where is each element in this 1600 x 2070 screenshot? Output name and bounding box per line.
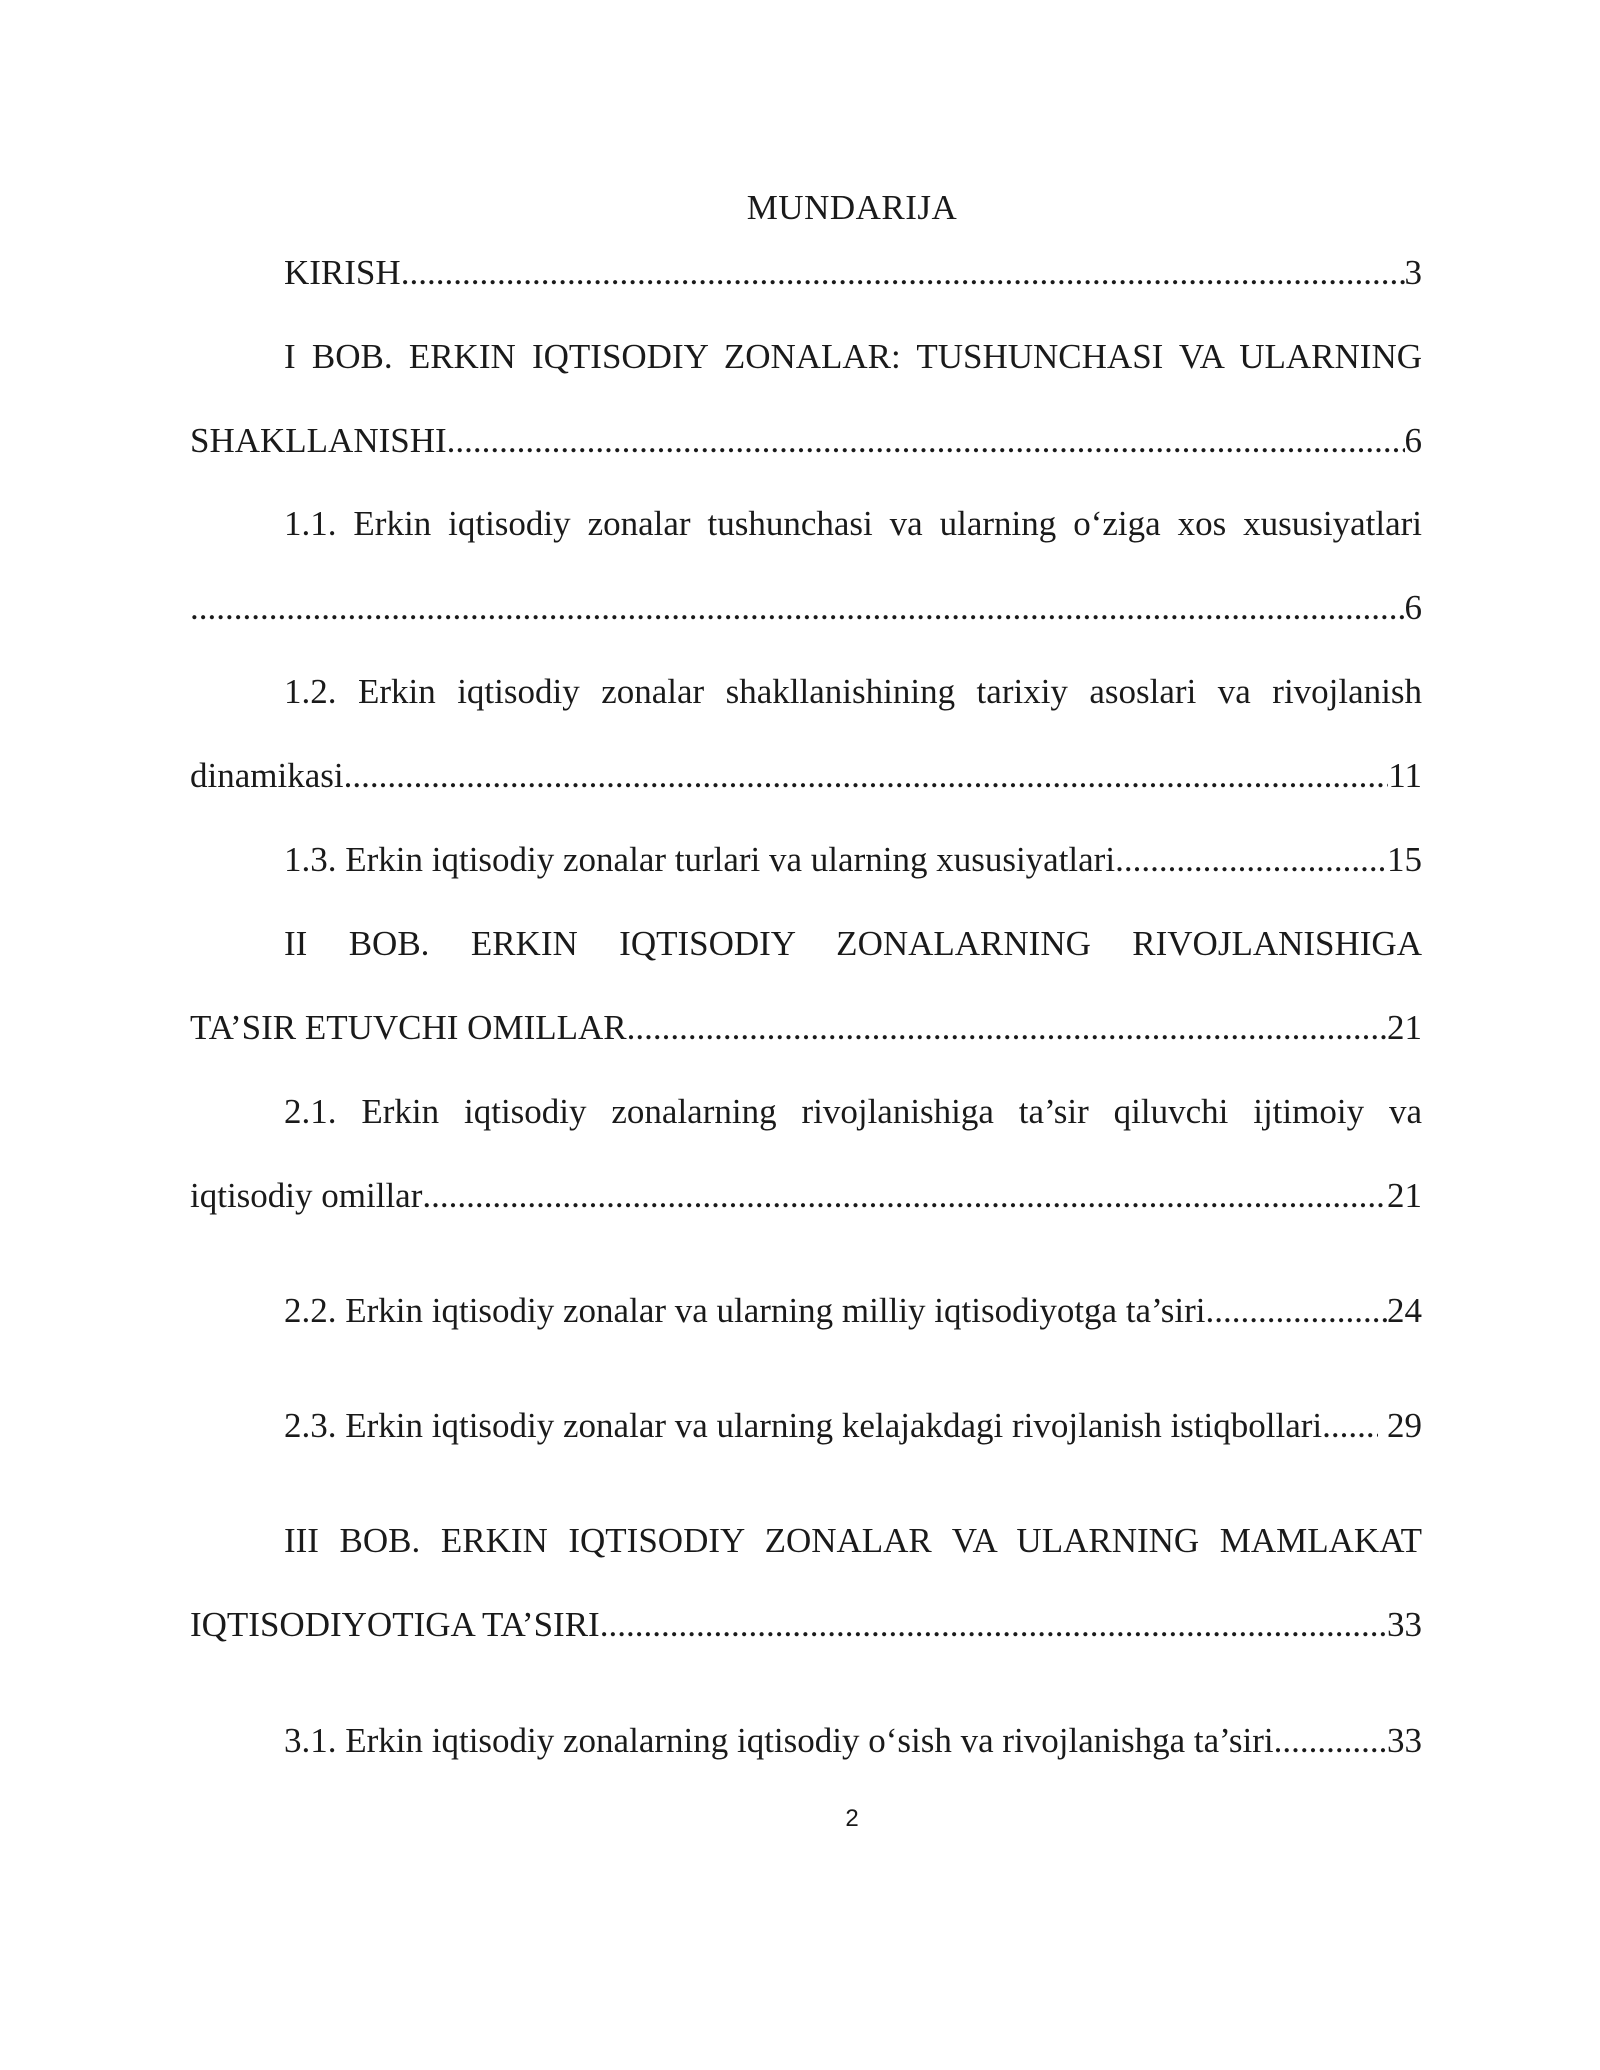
toc-page-number: 3 (1404, 253, 1422, 292)
toc-entry-2-3[interactable] (190, 1405, 1422, 1447)
toc-entry-text: 1.3. Erkin iqtisodiy zonalar turlari va ularning xususiyatlari (284, 840, 1116, 879)
toc-entry-text: KIRISH (284, 253, 401, 292)
toc-entry-text: SHAKLLANISHI (190, 421, 447, 460)
toc-leader-dots (401, 252, 1405, 294)
toc-entry-text: 2.1. Erkin iqtisodiy zonalarning rivojlanishiga ta’sir qiluvchi ijtimoiy va (284, 1092, 1422, 1131)
toc-entry-text: 3.1. Erkin iqtisodiy zonalarning iqtisodiy o‘sish va rivojlanishga ta’siri (284, 1721, 1274, 1760)
toc-leader-dots (447, 420, 1405, 462)
toc-entry-2-2[interactable] (190, 1290, 1422, 1332)
toc-leader-dots (627, 1007, 1387, 1049)
toc-page-number: 29 (1387, 1406, 1422, 1445)
toc-entry-3-1[interactable] (190, 1720, 1422, 1762)
toc-page-number: 21 (1387, 1176, 1422, 1215)
toc-page-number: 33 (1387, 1721, 1422, 1760)
toc-leader-dots (422, 1175, 1387, 1217)
toc-page-number: 24 (1387, 1291, 1422, 1330)
toc-entry-1-2-cont[interactable] (190, 755, 1422, 797)
toc-page-number: 33 (1387, 1605, 1422, 1644)
toc-title: MUNDARIJA (746, 188, 958, 227)
toc-leader-dots (1322, 1405, 1378, 1447)
toc-leader-dots (1206, 1290, 1387, 1332)
toc-entry-text: 1.1. Erkin iqtisodiy zonalar tushunchasi va ularning o‘ziga xos xususiyatlari (284, 504, 1422, 543)
toc-leader-dots (600, 1604, 1387, 1646)
toc-entry-text: II BOB. ERKIN IQTISODIY ZONALARNING RIVOJLANISHIGA (284, 924, 1422, 963)
toc-entry-1-1[interactable] (190, 503, 1422, 545)
toc-leader-dots (1115, 839, 1387, 881)
toc-page-number: 15 (1387, 840, 1422, 879)
page-number: 2 (845, 1805, 859, 1832)
toc-page-number: 6 (1404, 588, 1422, 627)
toc-page-number: 6 (1404, 421, 1422, 460)
toc-entry-text: I BOB. ERKIN IQTISODIY ZONALAR: TUSHUNCHASI VA ULARNING (284, 337, 1422, 376)
toc-leader-dots (344, 755, 1389, 797)
toc-entry-text: 2.3. Erkin iqtisodiy zonalar va ularning kelajakdagi rivojlanish istiqbollari (284, 1406, 1323, 1445)
toc-entry-kirish[interactable] (190, 252, 1422, 294)
toc-entry-text: 2.2. Erkin iqtisodiy zonalar va ularning milliy iqtisodiyotga ta’siri (284, 1291, 1206, 1330)
toc-entry-2-1[interactable] (190, 1091, 1422, 1133)
toc-entry-chapter-3[interactable] (190, 1520, 1422, 1562)
toc-entry-2-1-cont[interactable] (190, 1175, 1422, 1217)
toc-leader-dots (190, 587, 1405, 629)
toc-entry-chapter-2-cont[interactable] (190, 1007, 1422, 1049)
toc-entry-text: III BOB. ERKIN IQTISODIY ZONALAR VA ULARNING MAMLAKAT (284, 1521, 1422, 1560)
toc-entry-1-1-cont[interactable] (190, 587, 1422, 629)
toc-entry-chapter-3-cont[interactable] (190, 1604, 1422, 1646)
toc-entry-text: IQTISODIYOTIGA TA’SIRI (190, 1605, 600, 1644)
toc-entry-text: iqtisodiy omillar (190, 1176, 423, 1215)
toc-entry-1-3[interactable] (190, 839, 1422, 881)
toc-entry-text: dinamikasi (190, 756, 344, 795)
toc-entry-chapter-1-cont[interactable] (190, 420, 1422, 462)
toc-entry-chapter-2[interactable] (190, 923, 1422, 965)
toc-page-number: 21 (1387, 1008, 1422, 1047)
toc-page-number: 11 (1388, 756, 1422, 795)
toc-leader-dots (1274, 1720, 1387, 1762)
toc-entry-text: TA’SIR ETUVCHI OMILLAR (190, 1008, 627, 1047)
toc-entry-chapter-1[interactable] (190, 336, 1422, 378)
toc-entry-text: 1.2. Erkin iqtisodiy zonalar shakllanishining tarixiy asoslari va rivojlanish (284, 672, 1422, 711)
toc-entry-1-2[interactable] (190, 671, 1422, 713)
